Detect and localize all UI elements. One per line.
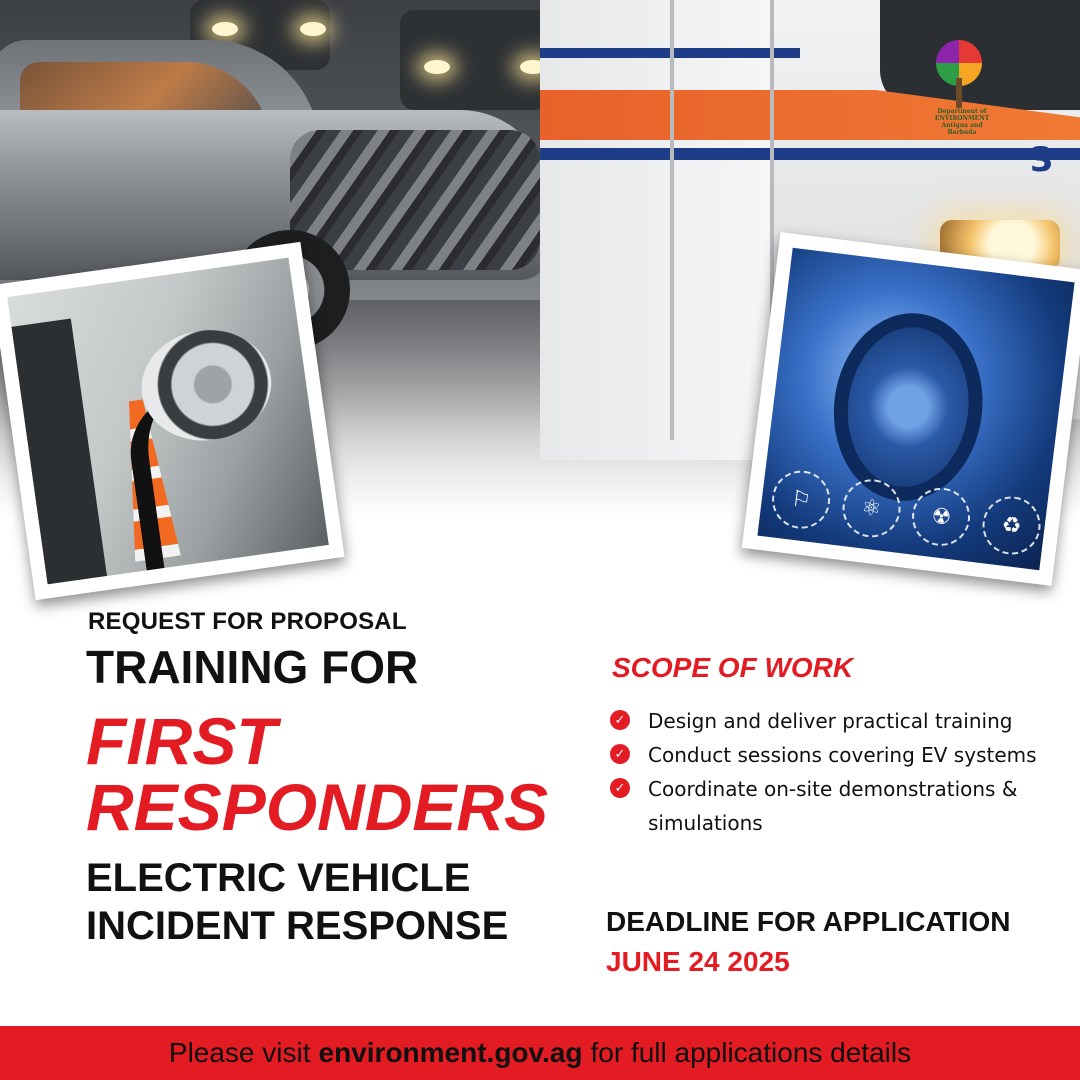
scope-of-work-title: SCOPE OF WORK	[612, 652, 854, 683]
scope-item-text: Conduct sessions covering EV systems	[648, 743, 1037, 767]
subtitle-line-1: ELECTRIC VEHICLE	[86, 856, 471, 900]
training-for-heading: TRAINING FOR	[86, 641, 419, 693]
photo-ev-wheel	[742, 232, 1080, 586]
scope-item	[610, 772, 1070, 840]
headlight-glow	[300, 22, 326, 36]
website-link[interactable]: environment.gov.ag	[318, 1037, 583, 1068]
check-circle-icon: ✓	[610, 744, 630, 764]
logo-text: Department of ENVIRONMENT Antigua and Barbuda	[934, 108, 990, 136]
department-of-environment-logo	[930, 38, 990, 136]
scope-item	[610, 738, 1070, 772]
check-circle-icon: ✓	[610, 778, 630, 798]
ev-charging-image	[7, 258, 329, 585]
scope-item-text: Coordinate on-site demonstrations & simulations	[648, 777, 1018, 835]
photo-ev-charging	[0, 242, 345, 600]
first-heading: FIRST	[86, 704, 277, 778]
footer-suffix: for full applications details	[590, 1037, 912, 1068]
headlight-glow	[212, 22, 238, 36]
ambulance-blue-stripe	[540, 148, 1080, 160]
logo-tree-trunk	[956, 78, 962, 108]
recycle-icon: ♻	[979, 493, 1044, 558]
footer-prefix: Please visit	[168, 1037, 311, 1068]
footer-banner	[0, 1026, 1080, 1080]
check-circle-icon: ✓	[610, 710, 630, 730]
rfp-label: REQUEST FOR PROPOSAL	[88, 608, 407, 635]
ev-wheel-image	[757, 248, 1074, 570]
scope-item-text: Design and deliver practical training	[648, 709, 1013, 733]
subtitle-line-2: INCIDENT RESPONSE	[86, 904, 509, 948]
responders-heading: RESPONDERS	[86, 770, 549, 844]
ambulance-door-seam	[670, 0, 674, 440]
wind-turbine-icon: ⚐	[769, 467, 834, 532]
charging-station	[11, 319, 107, 585]
atom-icon: ⚛	[839, 476, 904, 541]
scope-item	[610, 704, 1070, 738]
radiation-icon: ☢	[909, 485, 974, 550]
ambulance-unit-number: 3	[1030, 140, 1054, 180]
ambulance-box	[540, 0, 770, 460]
deadline-label: DEADLINE FOR APPLICATION	[606, 906, 1011, 937]
scope-list	[610, 704, 1070, 840]
deadline-date: JUNE 24 2025	[606, 946, 790, 977]
